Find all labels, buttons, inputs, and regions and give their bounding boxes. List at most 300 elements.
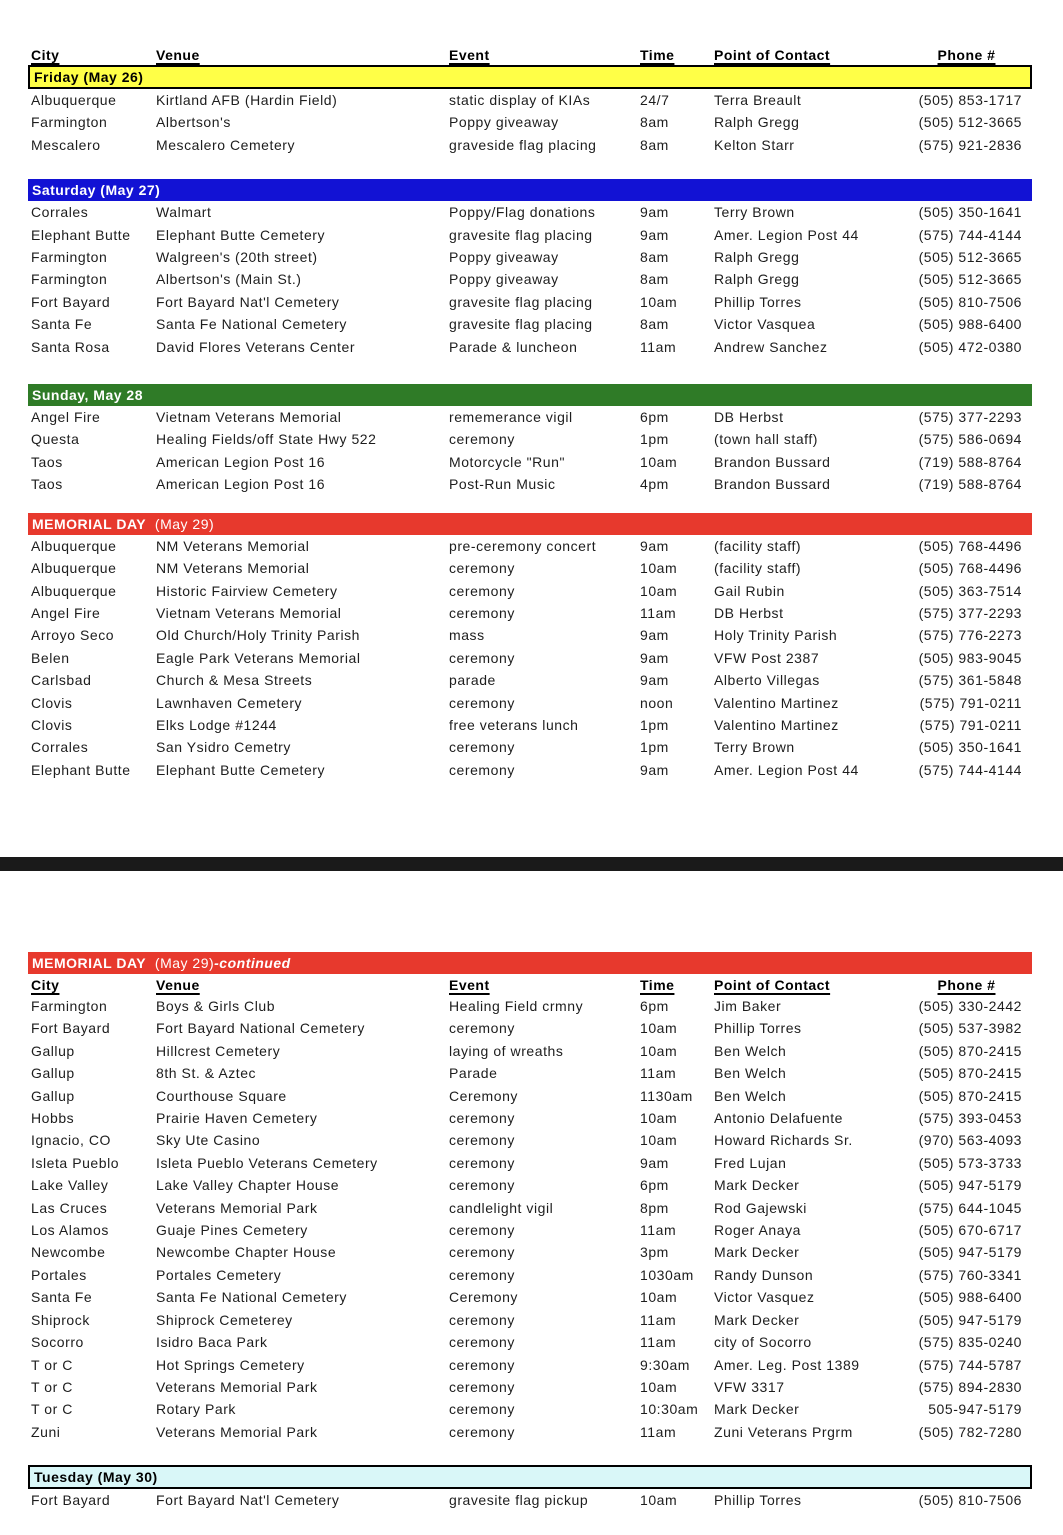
section-title-text: MEMORIAL DAY [32, 955, 147, 971]
cell-contact: Ben Welch [714, 1087, 787, 1104]
cell-time: 1pm [640, 716, 669, 733]
cell-phone: (505) 947-5179 [918, 1177, 1022, 1194]
column-header-city [28, 974, 153, 995]
cell-city: Corrales [31, 204, 89, 221]
event-row [28, 1421, 1032, 1443]
cell-contact: Terry Brown [714, 739, 795, 756]
cell-event: ceremony [449, 1132, 515, 1149]
section-rows-memorial [28, 535, 1032, 781]
cell-city: Albuquerque [31, 92, 117, 108]
cell-contact: Kelton Starr [714, 136, 795, 153]
cell-time: 10am [640, 1020, 678, 1037]
cell-contact: Mark Decker [714, 1244, 800, 1261]
column-header-label: Point of Contact [714, 46, 831, 63]
cell-time: 10am [640, 1132, 678, 1149]
cell-contact: (facility staff) [714, 537, 802, 554]
cell-phone: (575) 776-2273 [918, 627, 1022, 644]
event-row [28, 1376, 1032, 1398]
event-row [28, 1309, 1032, 1331]
cell-city: Farmington [31, 271, 108, 288]
cell-event: static display of KIAs [449, 92, 591, 108]
column-header-label: Event [449, 46, 490, 63]
cell-phone: (505) 330-2442 [918, 998, 1022, 1014]
cell-city: Los Alamos [31, 1222, 109, 1239]
cell-contact: Fred Lujan [714, 1154, 787, 1171]
cell-venue: Kirtland AFB (Hardin Field) [156, 92, 338, 108]
cell-venue: Walgreen's (20th street) [156, 249, 318, 266]
cell-phone: (505) 537-3982 [918, 1020, 1022, 1037]
cell-time: 6pm [640, 409, 669, 426]
cell-event: parade [449, 672, 496, 689]
section-header-memorial_cont [28, 952, 1032, 974]
cell-time: 11am [640, 1423, 677, 1440]
cell-venue: Church & Mesa Streets [156, 672, 313, 689]
cell-venue: Sky Ute Casino [156, 1132, 261, 1149]
event-row [28, 291, 1032, 313]
cell-time: 9am [640, 627, 669, 644]
column-header-phone [901, 974, 1032, 995]
cell-time: 1pm [640, 431, 669, 448]
event-row [28, 406, 1032, 428]
cell-venue: Vietnam Veterans Memorial [156, 409, 342, 426]
cell-venue: Hillcrest Cemetery [156, 1042, 281, 1059]
column-header-venue [153, 44, 446, 65]
cell-city: Taos [31, 476, 63, 493]
cell-contact: Jim Baker [714, 998, 782, 1014]
cell-time: 11am [640, 1311, 677, 1328]
cell-venue: Fort Bayard Nat'l Cemetery [156, 293, 340, 310]
section-spacer [28, 496, 1032, 513]
cell-event: ceremony [449, 604, 515, 621]
section-title-text: -continued [214, 955, 291, 971]
cell-phone: (505) 983-9045 [918, 649, 1022, 666]
cell-venue: Rotary Park [156, 1401, 236, 1418]
cell-time: 11am [640, 1334, 677, 1351]
cell-time: 11am [640, 1222, 677, 1239]
cell-phone: (505) 768-4496 [918, 560, 1022, 577]
cell-event: ceremony [449, 1266, 515, 1283]
cell-time: 8am [640, 136, 669, 153]
cell-venue: Veterans Memorial Park [156, 1378, 318, 1395]
cell-time: 10am [640, 582, 678, 599]
cell-city: Ignacio, CO [31, 1132, 111, 1149]
cell-phone: (575) 744-4144 [918, 226, 1022, 243]
cell-contact: Terry Brown [714, 204, 795, 221]
cell-contact: Roger Anaya [714, 1222, 801, 1239]
cell-venue: Santa Fe National Cemetery [156, 316, 347, 333]
column-header-venue [153, 974, 446, 995]
cell-contact: Ralph Gregg [714, 271, 800, 288]
cell-time: 6pm [640, 998, 669, 1014]
cell-venue: Eagle Park Veterans Memorial [156, 649, 361, 666]
cell-city: Shiprock [31, 1311, 90, 1328]
cell-event: Motorcycle "Run" [449, 453, 565, 470]
event-row [28, 535, 1032, 557]
section-spacer [28, 156, 1032, 179]
cell-city: Clovis [31, 694, 73, 711]
column-header-label: Point of Contact [714, 976, 831, 993]
cell-time: 10am [640, 1378, 678, 1395]
cell-contact: city of Socorro [714, 1334, 812, 1351]
cell-venue: Albertson's (Main St.) [156, 271, 302, 288]
cell-phone: (505) 853-1717 [918, 92, 1022, 108]
event-row [28, 1129, 1032, 1151]
event-row [28, 336, 1032, 358]
cell-contact: Zuni Veterans Prgrm [714, 1423, 853, 1440]
cell-phone: (505) 512-3665 [918, 249, 1022, 266]
cell-venue: NM Veterans Memorial [156, 560, 310, 577]
section-rows-friday [28, 89, 1032, 156]
event-row [28, 1197, 1032, 1219]
cell-event: Ceremony [449, 1289, 518, 1306]
cell-time: 1030am [640, 1266, 694, 1283]
cell-contact: VFW Post 2387 [714, 649, 820, 666]
event-row [28, 1085, 1032, 1107]
cell-venue: Shiprock Cemeterey [156, 1311, 293, 1328]
cell-contact: Valentino Martinez [714, 716, 839, 733]
cell-city: Angel Fire [31, 604, 101, 621]
cell-phone: (719) 588-8764 [918, 453, 1022, 470]
cell-venue: Fort Bayard National Cemetery [156, 1020, 365, 1037]
cell-phone: (505) 363-7514 [918, 582, 1022, 599]
cell-phone: (575) 377-2293 [918, 604, 1022, 621]
cell-time: 3pm [640, 1244, 669, 1261]
cell-contact: Ben Welch [714, 1065, 787, 1082]
event-row [28, 624, 1032, 646]
cell-venue: Portales Cemetery [156, 1266, 282, 1283]
cell-contact: Phillip Torres [714, 1492, 802, 1509]
cell-venue: Veterans Memorial Park [156, 1199, 318, 1216]
cell-contact: Gail Rubin [714, 582, 785, 599]
cell-city: Santa Rosa [31, 338, 110, 355]
cell-phone: (505) 810-7506 [918, 1492, 1022, 1509]
cell-phone: (575) 586-0694 [918, 431, 1022, 448]
column-header-label: Event [449, 976, 490, 993]
cell-contact: Amer. Legion Post 44 [714, 761, 859, 778]
cell-venue: Walmart [156, 204, 212, 221]
cell-phone: (505) 573-3733 [918, 1154, 1022, 1171]
cell-city: Fort Bayard [31, 1020, 111, 1037]
cell-city: Corrales [31, 739, 89, 756]
cell-venue: Elks Lodge #1244 [156, 716, 277, 733]
cell-event: gravesite flag placing [449, 316, 593, 333]
section-rows-sunday [28, 406, 1032, 496]
cell-time: 9am [640, 761, 669, 778]
cell-phone: (575) 744-5787 [918, 1356, 1022, 1373]
cell-phone: (505) 768-4496 [918, 537, 1022, 554]
cell-venue: Fort Bayard Nat'l Cemetery [156, 1492, 340, 1509]
cell-phone: (575) 894-2830 [918, 1378, 1022, 1395]
cell-time: 9am [640, 1154, 669, 1171]
cell-city: Portales [31, 1266, 87, 1283]
cell-event: Poppy giveaway [449, 271, 559, 288]
cell-time: noon [640, 694, 674, 711]
cell-city: Santa Fe [31, 316, 93, 333]
cell-event: Healing Field crmny [449, 998, 584, 1014]
event-row [28, 1017, 1032, 1039]
cell-venue: Guaje Pines Cemetery [156, 1222, 308, 1239]
cell-contact: Victor Vasquea [714, 316, 816, 333]
cell-contact: Amer. Legion Post 44 [714, 226, 859, 243]
column-header-contact [711, 974, 901, 995]
cell-time: 11am [640, 338, 677, 355]
cell-contact: Brandon Bussard [714, 476, 831, 493]
section-title-text: Tuesday (May 30) [34, 1469, 158, 1486]
cell-time: 8am [640, 316, 669, 333]
section-title-text: Saturday (May 27) [32, 182, 161, 199]
cell-event: Ceremony [449, 1087, 518, 1104]
cell-time: 10am [640, 1289, 678, 1306]
cell-event: gravesite flag placing [449, 293, 593, 310]
section-title-text: Sunday, May 28 [32, 387, 144, 404]
event-row [28, 1152, 1032, 1174]
cell-venue: American Legion Post 16 [156, 476, 326, 493]
cell-city: Socorro [31, 1334, 84, 1351]
cell-event: Parade & luncheon [449, 338, 578, 355]
cell-contact: Victor Vasquez [714, 1289, 815, 1306]
cell-time: 8am [640, 271, 669, 288]
cell-city: Albuquerque [31, 560, 117, 577]
cell-phone: (505) 670-6717 [918, 1222, 1022, 1239]
cell-city: T or C [31, 1378, 73, 1395]
event-row [28, 692, 1032, 714]
event-row [28, 1107, 1032, 1129]
event-row [28, 111, 1032, 133]
column-header-time [637, 974, 711, 995]
cell-contact: Andrew Sanchez [714, 338, 828, 355]
cell-time: 1pm [640, 739, 669, 756]
cell-contact: Mark Decker [714, 1177, 800, 1194]
cell-phone: (505) 472-0380 [918, 338, 1022, 355]
cell-event: gravesite flag pickup [449, 1492, 589, 1509]
cell-event: ceremony [449, 1177, 515, 1194]
cell-event: ceremony [449, 1356, 515, 1373]
column-header-event [446, 44, 637, 65]
cell-city: Taos [31, 453, 63, 470]
cell-time: 9am [640, 672, 669, 689]
cell-phone: (575) 921-2836 [918, 136, 1022, 153]
cell-phone: (505) 810-7506 [918, 293, 1022, 310]
cell-time: 9am [640, 649, 669, 666]
cell-venue: San Ysidro Cemetry [156, 739, 291, 756]
cell-event: graveside flag placing [449, 136, 597, 153]
cell-phone: (505) 350-1641 [918, 204, 1022, 221]
event-row [28, 1354, 1032, 1376]
cell-time: 10am [640, 1110, 678, 1127]
section-rows-tuesday [28, 1489, 1032, 1511]
cell-venue: Elephant Butte Cemetery [156, 761, 326, 778]
cell-event: rememerance vigil [449, 409, 573, 426]
cell-event: ceremony [449, 1378, 515, 1395]
cell-phone: (575) 791-0211 [919, 694, 1022, 711]
event-row [28, 89, 1032, 111]
cell-phone: (970) 563-4093 [918, 1132, 1022, 1149]
cell-contact: Rod Gajewski [714, 1199, 807, 1216]
cell-event: free veterans lunch [449, 716, 579, 733]
cell-time: 1130am [640, 1087, 693, 1104]
section-spacer [28, 358, 1032, 384]
cell-city: T or C [31, 1356, 73, 1373]
cell-time: 8am [640, 114, 669, 131]
column-header-label: Phone # [937, 46, 996, 63]
cell-phone: 505-947-5179 [928, 1401, 1022, 1418]
cell-contact: Ralph Gregg [714, 114, 800, 131]
event-row [28, 759, 1032, 781]
cell-event: candlelight vigil [449, 1199, 554, 1216]
cell-event: pre-ceremony concert [449, 537, 597, 554]
cell-phone: (505) 947-5179 [918, 1311, 1022, 1328]
cell-phone: (505) 782-7280 [918, 1423, 1022, 1440]
section-title-text: MEMORIAL DAY [32, 515, 147, 532]
event-row [28, 602, 1032, 624]
cell-contact: Phillip Torres [714, 293, 802, 310]
event-row [28, 1489, 1032, 1511]
cell-city: Mescalero [31, 136, 101, 153]
cell-city: Las Cruces [31, 1199, 108, 1216]
cell-contact: (facility staff) [714, 560, 802, 577]
cell-city: Angel Fire [31, 409, 101, 426]
event-row [28, 268, 1032, 290]
column-header-row [28, 44, 1032, 65]
cell-contact: Alberto Villegas [714, 672, 820, 689]
cell-contact: Ben Welch [714, 1042, 787, 1059]
event-row [28, 1062, 1032, 1084]
cell-contact: Valentino Martinez [714, 694, 839, 711]
cell-event: Poppy/Flag donations [449, 204, 596, 221]
cell-venue: Newcombe Chapter House [156, 1244, 337, 1261]
column-header-label: Time [640, 976, 675, 993]
cell-time: 9am [640, 537, 669, 554]
cell-event: ceremony [449, 739, 515, 756]
cell-city: Newcombe [31, 1244, 106, 1261]
column-header-phone [901, 44, 1032, 65]
cell-event: ceremony [449, 1222, 515, 1239]
cell-event: ceremony [449, 1154, 515, 1171]
section-spacer [28, 1443, 1032, 1465]
cell-venue: American Legion Post 16 [156, 453, 326, 470]
cell-contact: Mark Decker [714, 1311, 800, 1328]
event-row [28, 1264, 1032, 1286]
cell-venue: Elephant Butte Cemetery [156, 226, 326, 243]
section-header-sunday [28, 384, 1032, 406]
event-row [28, 1219, 1032, 1241]
column-header-label: Venue [156, 46, 200, 63]
event-row [28, 557, 1032, 579]
cell-city: Gallup [31, 1087, 75, 1104]
cell-city: Clovis [31, 716, 73, 733]
cell-venue: Mescalero Cemetery [156, 136, 296, 153]
section-header-saturday [28, 179, 1032, 201]
cell-city: Lake Valley [31, 1177, 109, 1194]
column-header-label: City [31, 976, 60, 993]
cell-contact: Amer. Leg. Post 1389 [714, 1356, 860, 1373]
cell-venue: Veterans Memorial Park [156, 1423, 318, 1440]
column-header-label: Venue [156, 976, 200, 993]
event-row [28, 1331, 1032, 1353]
event-row [28, 995, 1032, 1017]
cell-event: Poppy giveaway [449, 249, 559, 266]
cell-phone: (505) 870-2415 [918, 1065, 1022, 1082]
cell-contact: DB Herbst [714, 604, 784, 621]
cell-city: Zuni [31, 1423, 61, 1440]
cell-contact: VFW 3317 [714, 1378, 785, 1395]
cell-contact: Howard Richards Sr. [714, 1132, 853, 1149]
cell-venue: Albertson's [156, 114, 231, 131]
cell-time: 8am [640, 249, 669, 266]
cell-city: Belen [31, 649, 70, 666]
cell-phone: (505) 870-2415 [918, 1087, 1022, 1104]
section-rows-saturday [28, 201, 1032, 358]
cell-time: 10am [640, 1492, 678, 1509]
cell-event: ceremony [449, 560, 515, 577]
event-row [28, 1398, 1032, 1420]
cell-phone: (575) 377-2293 [918, 409, 1022, 426]
cell-city: Arroyo Seco [31, 627, 115, 644]
cell-contact: Phillip Torres [714, 1020, 802, 1037]
cell-contact: Antonio Delafuente [714, 1110, 843, 1127]
cell-phone: (505) 870-2415 [918, 1042, 1022, 1059]
cell-time: 11am [640, 604, 677, 621]
cell-venue: Courthouse Square [156, 1087, 287, 1104]
cell-city: Santa Fe [31, 1289, 93, 1306]
cell-city: Fort Bayard [31, 293, 111, 310]
cell-event: ceremony [449, 694, 515, 711]
cell-phone: (575) 393-0453 [918, 1110, 1022, 1127]
cell-phone: (575) 361-5848 [918, 672, 1022, 689]
cell-event: ceremony [449, 649, 515, 666]
cell-event: ceremony [449, 431, 515, 448]
column-header-time [637, 44, 711, 65]
cell-city: Hobbs [31, 1110, 75, 1127]
cell-event: ceremony [449, 1401, 515, 1418]
cell-contact: Brandon Bussard [714, 453, 831, 470]
cell-city: T or C [31, 1401, 73, 1418]
event-row [28, 246, 1032, 268]
column-header-label: Time [640, 46, 675, 63]
cell-contact: Terra Breault [714, 92, 802, 108]
event-row [28, 647, 1032, 669]
cell-phone: (505) 988-6400 [918, 316, 1022, 333]
cell-event: Post-Run Music [449, 476, 556, 493]
cell-phone: (505) 947-5179 [918, 1244, 1022, 1261]
events-schedule-page-1 [28, 44, 1032, 781]
event-row [28, 580, 1032, 602]
cell-event: laying of wreaths [449, 1042, 564, 1059]
cell-city: Farmington [31, 998, 108, 1014]
section-title-text: (May 29) [146, 955, 215, 971]
cell-city: Isleta Pueblo [31, 1154, 120, 1171]
cell-city: Elephant Butte [31, 761, 131, 778]
cell-phone: (719) 588-8764 [918, 476, 1022, 493]
cell-time: 9am [640, 226, 669, 243]
cell-city: Albuquerque [31, 582, 117, 599]
cell-city: Farmington [31, 114, 108, 131]
column-header-city [28, 44, 153, 65]
event-row [28, 1286, 1032, 1308]
cell-event: gravesite flag placing [449, 226, 593, 243]
cell-event: ceremony [449, 1244, 515, 1261]
cell-contact: DB Herbst [714, 409, 784, 426]
cell-city: Farmington [31, 249, 108, 266]
cell-phone: (575) 760-3341 [918, 1266, 1022, 1283]
cell-event: ceremony [449, 1334, 515, 1351]
event-row [28, 714, 1032, 736]
cell-venue: Santa Fe National Cemetery [156, 1289, 347, 1306]
column-header-contact [711, 44, 901, 65]
event-row [28, 134, 1032, 156]
cell-phone: (575) 835-0240 [918, 1334, 1022, 1351]
section-header-tuesday [28, 1465, 1032, 1489]
